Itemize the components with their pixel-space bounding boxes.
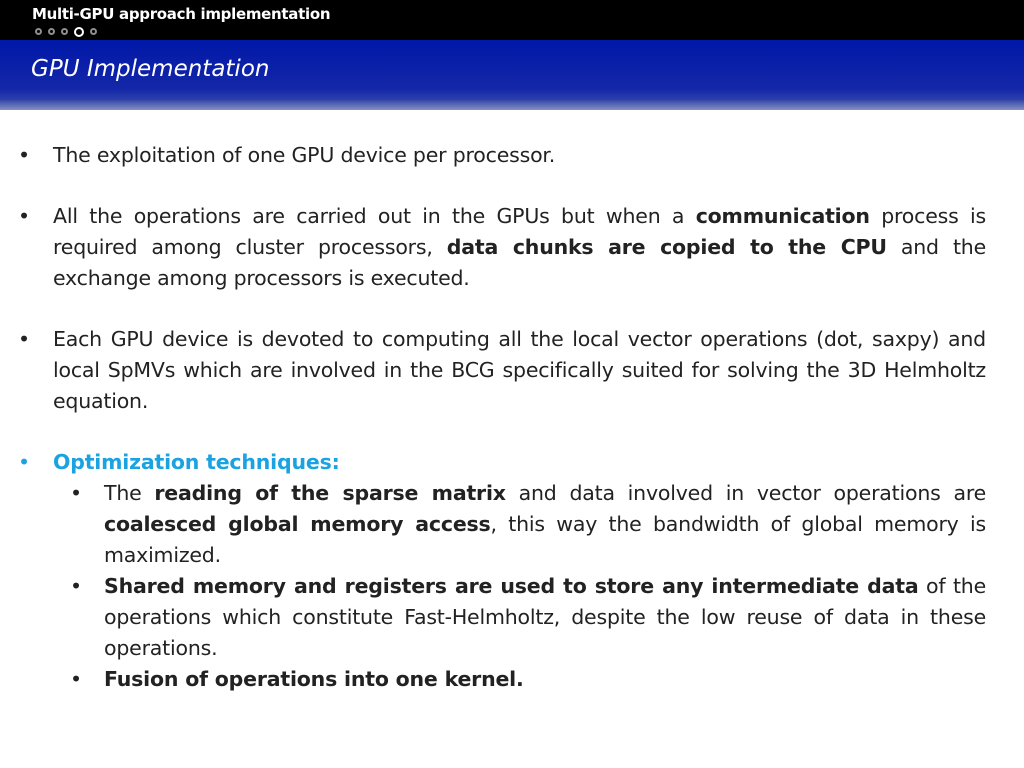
bullet-item: [18, 324, 986, 417]
slide-content: [18, 140, 986, 695]
progress-dot[interactable]: [48, 28, 55, 35]
title-bar-shade: [0, 100, 1024, 110]
sub-bullet-text: , this way the bandwidth of global memory is maximized.: [104, 512, 986, 567]
bullet-item: [18, 201, 986, 294]
sub-bullet-bold-text: reading of the sparse matrix: [154, 481, 506, 505]
sub-bullet-item: [18, 664, 986, 695]
sub-bullet-text: The: [104, 481, 155, 505]
progress-dot[interactable]: [90, 28, 97, 35]
sub-bullet-item: [18, 571, 986, 664]
optimization-heading: Optimization techniques:: [53, 450, 340, 474]
section-title: Multi-GPU approach implementation: [32, 5, 331, 23]
bullet-icon: •: [18, 204, 30, 228]
bullet-icon: •: [18, 327, 30, 351]
bullet-item-optimization: [18, 447, 986, 478]
sub-bullet-bold-text: Shared memory and registers are used to store any intermediate data: [104, 574, 919, 598]
bullet-icon: •: [70, 481, 82, 505]
bullet-text: and the exchange among processors is executed.: [53, 235, 986, 290]
bullet-bold-text: data chunks are copied to the CPU: [446, 235, 887, 259]
sub-bullet-text: of the operations which constitute Fast-Helmholtz, despite the low reuse of data in these operations.: [104, 574, 986, 660]
optimization-sub-list: [18, 478, 986, 695]
bullet-icon: •: [18, 143, 30, 167]
top-bar: [0, 0, 1024, 40]
sub-bullet-text: and data involved in vector operations are: [505, 481, 987, 505]
sub-bullet-item: [18, 478, 986, 571]
progress-dot[interactable]: [35, 28, 42, 35]
bullet-item: [18, 140, 986, 171]
bullet-bold-text: communication: [695, 204, 870, 228]
bullet-text: All the operations are carried out in the GPUs but when a: [53, 204, 696, 228]
sub-bullet-bold-text: coalesced global memory access: [104, 512, 491, 536]
bullet-icon: •: [70, 667, 82, 691]
bullet-text: The exploitation of one GPU device per processor.: [53, 143, 556, 167]
progress-dot[interactable]: [61, 28, 68, 35]
bullet-icon: •: [70, 574, 82, 598]
bullet-text: process is required among cluster processors,: [53, 204, 986, 259]
bullet-text: Each GPU device is devoted to computing all the local vector operations (dot, saxpy) and local SpMVs which are involved in the BCG specifically suited for solving the 3D Helmholtz equation.: [53, 327, 986, 413]
slide-title: GPU Implementation: [31, 56, 270, 82]
sub-bullet-bold-text: Fusion of operations into one kernel.: [104, 667, 524, 691]
progress-dot-current[interactable]: [74, 27, 84, 37]
progress-dots: [35, 28, 97, 37]
bullet-icon: •: [18, 450, 30, 474]
